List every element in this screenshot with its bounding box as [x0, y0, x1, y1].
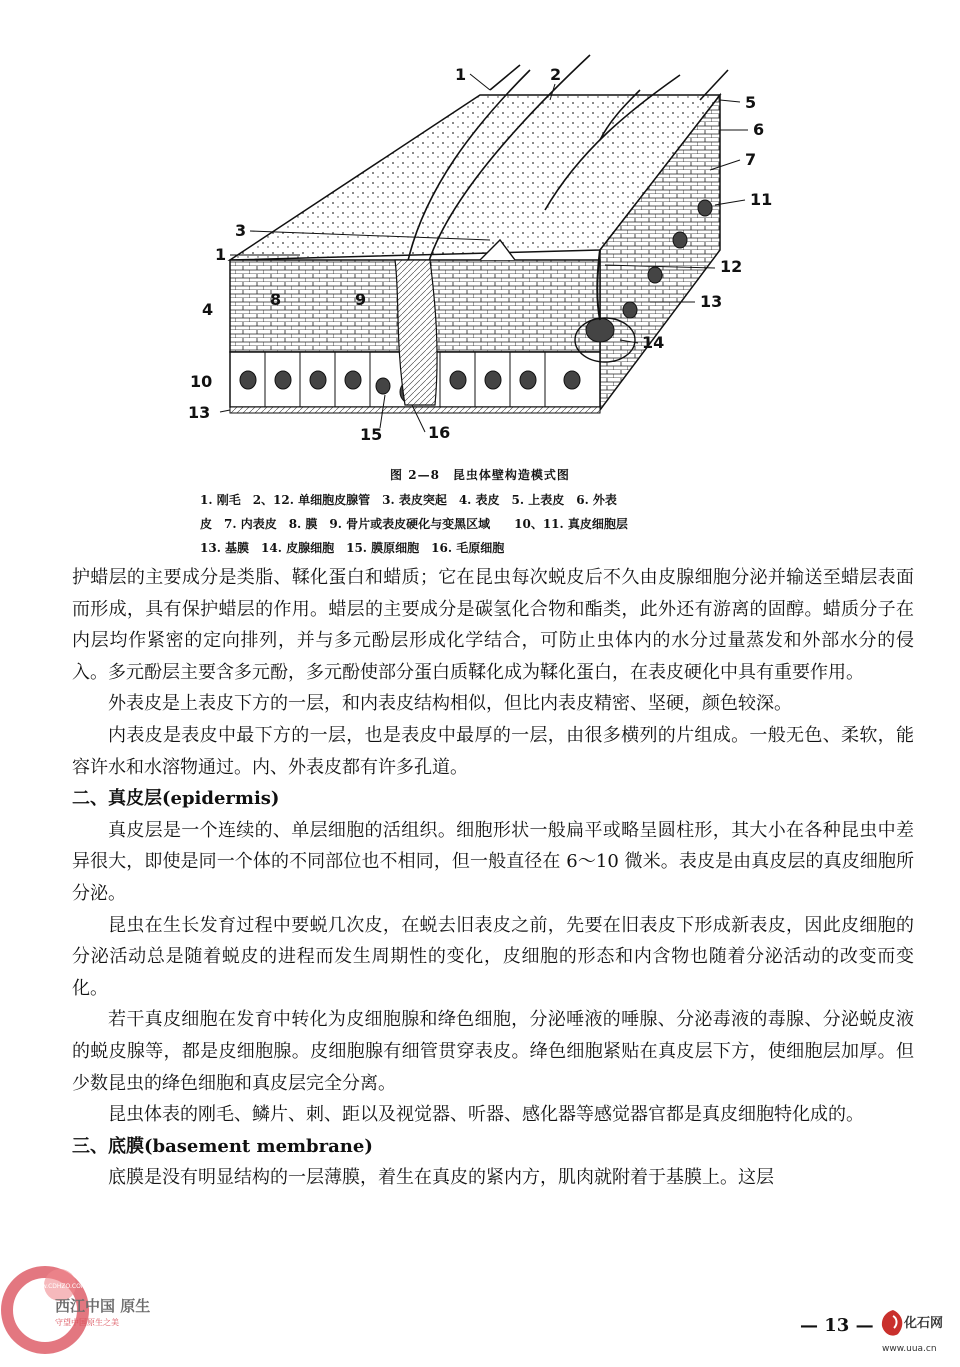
- label-8: 8: [270, 290, 282, 309]
- paragraph-sense-organs: 昆虫体表的刚毛、鳞片、刺、距以及视觉器、听器、感化器等感觉器官都是真皮细胞特化成的。: [108, 1104, 864, 1126]
- label-4: 4: [202, 300, 214, 319]
- label-14: 14: [642, 333, 665, 352]
- label-3: 3: [235, 221, 247, 240]
- page-number: — 13 —: [800, 1315, 874, 1336]
- watermark-left: [0, 1255, 190, 1355]
- paragraph-epidermis: 真皮层是一个连续的、单层细胞的活组织。细胞形状一般扁平或略呈圆柱形，其大小在各种昆虫中差异很大，即使是同一个体的不同部位也不相同，但一般直径在 6～10 微米。表皮是由真皮层的真皮细胞所分泌。: [72, 819, 914, 904]
- body-wall-diagram: [180, 50, 800, 470]
- label-7: 7: [745, 150, 757, 169]
- paragraph-molting: 昆虫在生长发育过程中要蜕几次皮，在蜕去旧表皮之前，先要在旧表皮下形成新表皮，因此皮细胞的分泌活动总是随着蜕皮的进程而发生周期性的变化，皮细胞的形态和内含物也随着分泌活动的改变而变化。: [72, 914, 914, 999]
- label-16: 16: [428, 423, 451, 442]
- label-5: 5: [745, 93, 757, 112]
- watermark-right: [878, 1308, 958, 1363]
- figure-legend-line-3: 13. 基膜 14. 皮腺细胞 15. 膜原细胞 16. 毛原细胞: [200, 541, 505, 555]
- paragraph-exocuticle: 外表皮是上表皮下方的一层，和内表皮结构相似，但比内表皮精密、坚硬，颜色较深。: [108, 693, 792, 715]
- label-10: 10: [190, 372, 213, 391]
- section-heading-basement-membrane: 三、底膜(basement membrane): [72, 1135, 373, 1157]
- label-9: 9: [355, 290, 367, 309]
- label-13-left: 13: [188, 403, 211, 422]
- figure-legend-line-2: 皮 7. 内表皮 8. 膜 9. 骨片或表皮硬化与变黑区域 10、11. 真皮细胞层: [200, 517, 628, 531]
- watermark-right-brand: 化石网: [904, 1316, 944, 1331]
- body-text: [72, 562, 914, 1194]
- paragraph-wax-layer: 护蜡层的主要成分是类脂、鞣化蛋白和蜡质；它在昆虫每次蜕皮后不久由皮腺细胞分泌并输送至蜡层表面而形成，具有保护蜡层的作用。蜡层的主要成分是碳氢化合物和酯类，此外还有游离的固醇。蜡质分子在内层均作紧密的定向排列，并与多元酚层形成化学结合，可防止虫体内的水分过量蒸发和外部水分的侵入。多元酚层主要含多元酚，多元酚使部分蛋白质鞣化成为鞣化蛋白，在表皮硬化中具有重要作用。: [72, 567, 914, 683]
- section-heading-epidermis: 二、真皮层(epidermis): [72, 788, 280, 810]
- paragraph-basement-membrane: 底膜是没有明显结构的一层薄膜，着生在真皮的紧内方，肌肉就附着于基膜上。这层: [108, 1167, 774, 1189]
- label-6: 6: [753, 120, 765, 139]
- label-11: 11: [750, 190, 773, 209]
- watermark-left-brand: 西江中国 原生: [55, 1297, 151, 1315]
- paragraph-gland-cells: 若干真皮细胞在发育中转化为皮细胞腺和绛色细胞，分泌唾液的唾腺、分泌毒液的毒腺、分泌蜕皮液的蜕皮腺等，都是皮细胞腺。皮细胞腺有细管贯穿表皮。绛色细胞紧贴在真皮层下方，使细胞层加厚。但少数昆虫的绛色细胞和真皮层完全分离。: [72, 1009, 914, 1094]
- label-1-top: 1: [455, 65, 467, 84]
- label-2: 2: [550, 65, 562, 84]
- watermark-right-url: www.uua.cn: [882, 1344, 937, 1354]
- label-15: 15: [360, 425, 383, 444]
- label-13-right: 13: [700, 292, 723, 311]
- watermark-left-url: www.CDHZO.COM: [32, 1283, 86, 1290]
- paragraph-endocuticle: 内表皮是表皮中最下方的一层，也是表皮中最厚的一层，由很多横列的片组成。一般无色、柔软，能容许水和水溶物通过。内、外表皮都有许多孔道。: [72, 724, 914, 778]
- figure-caption-title: 图 2—8 昆虫体壁构造模式图: [390, 468, 570, 482]
- watermark-left-small: 守望中国原生之美: [55, 1318, 119, 1327]
- label-1-left: 1: [215, 245, 227, 264]
- figure-legend-line-1: 1. 刚毛 2、12. 单细胞皮腺管 3. 表皮突起 4. 表皮 5. 上表皮 6. 外表: [200, 493, 617, 507]
- label-12: 12: [720, 257, 743, 276]
